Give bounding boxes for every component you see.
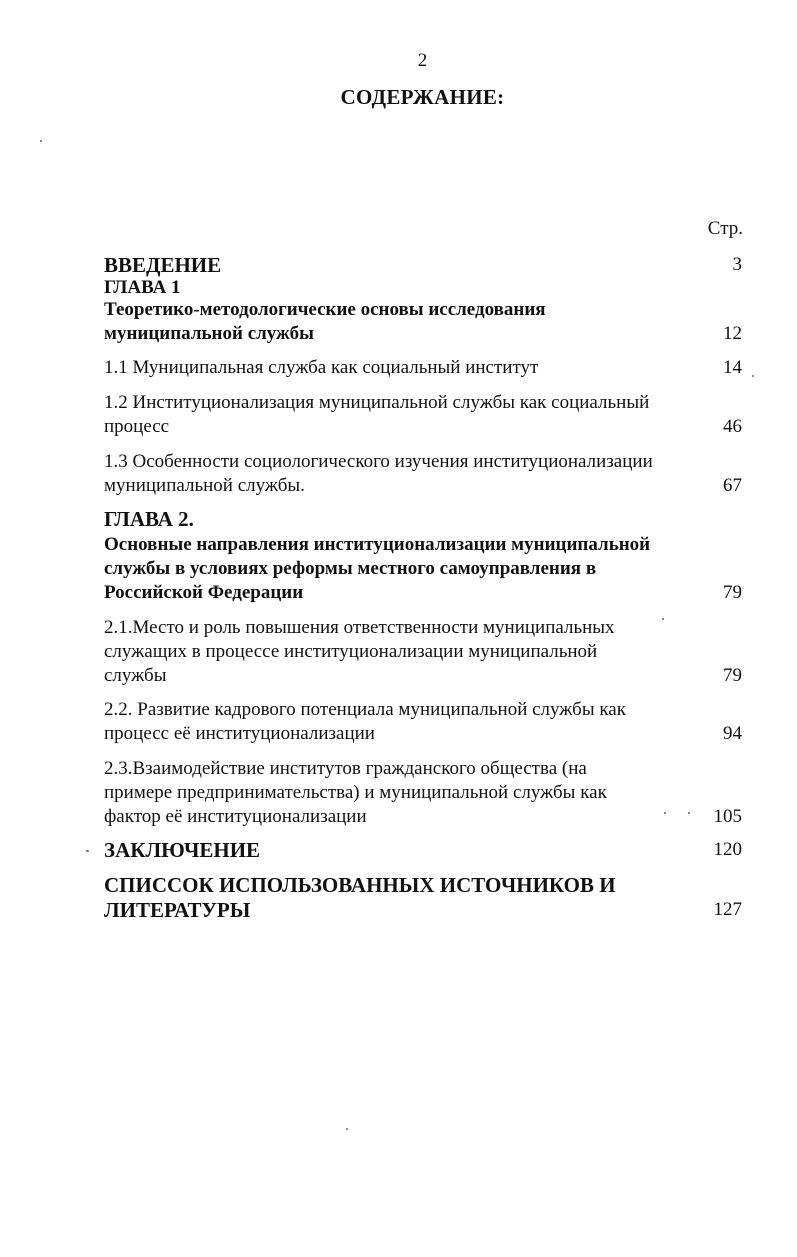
toc-entry-text: Теоретико-методологические основы исследования (104, 299, 546, 320)
scan-speck (86, 850, 89, 852)
toc-entry-text: Основные направления институционализации муниципальной (104, 534, 651, 555)
toc-entry-text: ЗАКЛЮЧЕНИЕ (104, 838, 261, 862)
toc-entry-page: 79 (723, 582, 742, 603)
scan-speck (40, 140, 42, 142)
toc-entry-text: процесс (104, 416, 170, 437)
toc-entry-text: службы в условиях реформы местного самоуправления в (104, 558, 597, 579)
scan-speck (752, 375, 754, 377)
toc-entry-text: ГЛАВА 1 (104, 277, 181, 298)
toc-entry-text: 1.1 Муниципальная служба как социальный институт (104, 357, 539, 378)
toc-entry-text: 1.2 Институционализация муниципальной службы как социальный (104, 392, 650, 413)
toc-entry-text: 2.1.Место и роль повышения ответственности муниципальных (104, 617, 615, 638)
toc-entry-text: фактор её институционализации (104, 806, 367, 827)
toc-entry-text: 2.2. Развитие кадрового потенциала муниципальной службы как (104, 699, 626, 720)
toc-entry-page: 79 (723, 665, 742, 686)
toc-entry-text: ГЛАВА 2. (104, 507, 194, 531)
page-number: 2 (417, 50, 428, 71)
toc-entry-page: 67 (723, 475, 742, 496)
toc-entry-text: 1.3 Особенности социологического изучения институционализации (104, 451, 653, 472)
toc-entry-page: 127 (713, 899, 742, 920)
toc-entry-text: муниципальной службы (104, 323, 314, 344)
toc-entry-page: 94 (723, 723, 742, 744)
toc-entry-text: процесс её институционализации (104, 723, 375, 744)
toc-entry-text: муниципальной службы. (104, 475, 305, 496)
toc-entry-text: служащих в процессе институционализации муниципальной (104, 641, 598, 662)
scan-speck (664, 812, 666, 814)
toc-entry-page: 14 (723, 357, 742, 378)
page-column-header: Стр. (707, 218, 743, 239)
scan-speck (346, 1128, 348, 1130)
scan-speck (662, 618, 664, 620)
toc-entry-page: 3 (732, 254, 742, 275)
toc-title: СОДЕРЖАНИЕ: (340, 85, 505, 109)
toc-entry-page: 120 (713, 839, 742, 860)
toc-entry-text: Российской Федерации (104, 582, 304, 603)
toc-entry-text: ЛИТЕРАТУРЫ (104, 898, 251, 922)
toc-entry-page: 12 (723, 323, 742, 344)
toc-entry-text: службы (104, 665, 167, 686)
toc-entry-text: СПИССОК ИСПОЛЬЗОВАННЫХ ИСТОЧНИКОВ И (104, 873, 616, 897)
toc-entry-page: 105 (713, 806, 742, 827)
scan-speck (688, 812, 690, 814)
toc-entry-text: ВВЕДЕНИЕ (104, 253, 222, 277)
toc-entry-page: 46 (723, 416, 742, 437)
toc-entry-text: примере предпринимательства) и муниципальной службы как (104, 782, 607, 803)
toc-entry-text: 2.3.Взаимодействие институтов гражданского общества (на (104, 758, 587, 779)
